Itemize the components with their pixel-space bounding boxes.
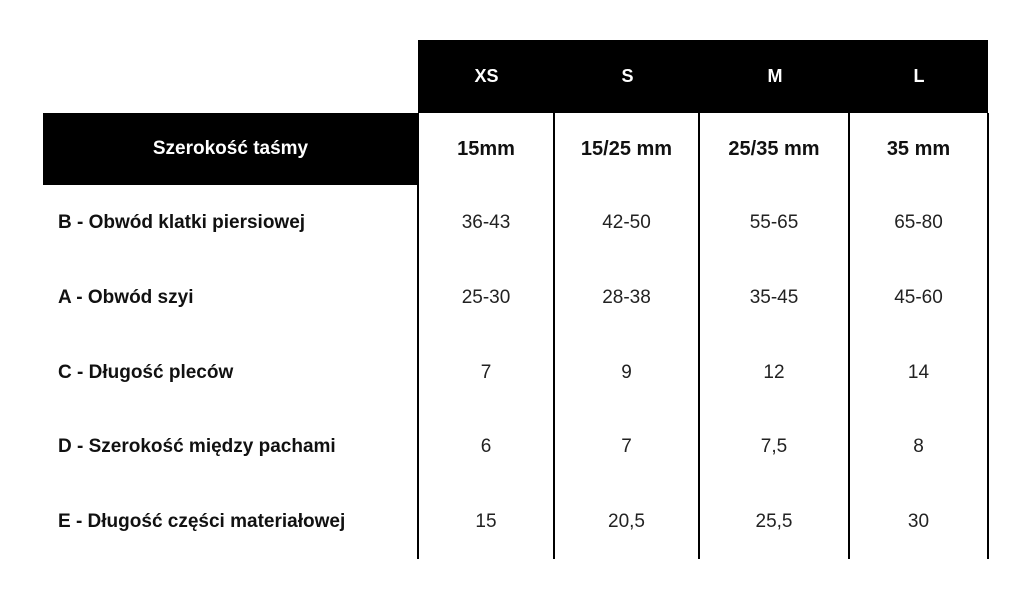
strap-width-xs: 15mm [457, 137, 515, 160]
value-fabric-length-s: 20,5 [608, 511, 645, 532]
value-armpit-width-xs: 6 [480, 436, 492, 457]
size-header-l: L [913, 66, 925, 86]
row-label-fabric-length: E - Długość części materiałowej [58, 511, 346, 532]
value-armpit-width-m: 7,5 [760, 436, 788, 457]
value-neck-l: 45-60 [894, 287, 943, 308]
value-fabric-length-xs: 15 [475, 511, 497, 532]
row-label-armpit-width: D - Szerokość między pachami [58, 436, 336, 457]
value-armpit-width-l: 8 [913, 436, 924, 457]
value-fabric-length-m: 25,5 [755, 511, 793, 532]
size-header-s: S [621, 66, 634, 86]
row-label-chest: B - Obwód klatki piersiowej [58, 212, 306, 233]
value-back-length-m: 12 [763, 362, 785, 383]
value-chest-l: 65-80 [894, 212, 943, 233]
size-header-m: M [767, 66, 783, 86]
value-neck-s: 28-38 [602, 287, 651, 308]
size-header-xs: XS [474, 66, 499, 86]
strap-width-s: 15/25 mm [580, 137, 673, 160]
value-chest-m: 55-65 [749, 212, 799, 233]
row-label-neck: A - Obwód szyi [58, 287, 194, 308]
strap-width-label: Szerokość taśmy [43, 113, 418, 185]
column-divider-l-right [987, 113, 989, 559]
value-back-length-l: 14 [907, 362, 930, 383]
strap-width-m: 25/35 mm [728, 137, 820, 160]
value-back-length-s: 9 [621, 362, 632, 383]
value-chest-s: 42-50 [602, 212, 651, 233]
value-neck-xs: 25-30 [461, 287, 511, 308]
value-neck-m: 35-45 [749, 287, 799, 308]
value-fabric-length-l: 30 [907, 511, 930, 532]
value-back-length-xs: 7 [480, 362, 492, 383]
strap-width-l: 35 mm [886, 137, 951, 160]
row-label-back-length: C - Długość pleców [58, 362, 234, 383]
value-armpit-width-s: 7 [621, 436, 632, 457]
value-chest-xs: 36-43 [461, 212, 511, 233]
